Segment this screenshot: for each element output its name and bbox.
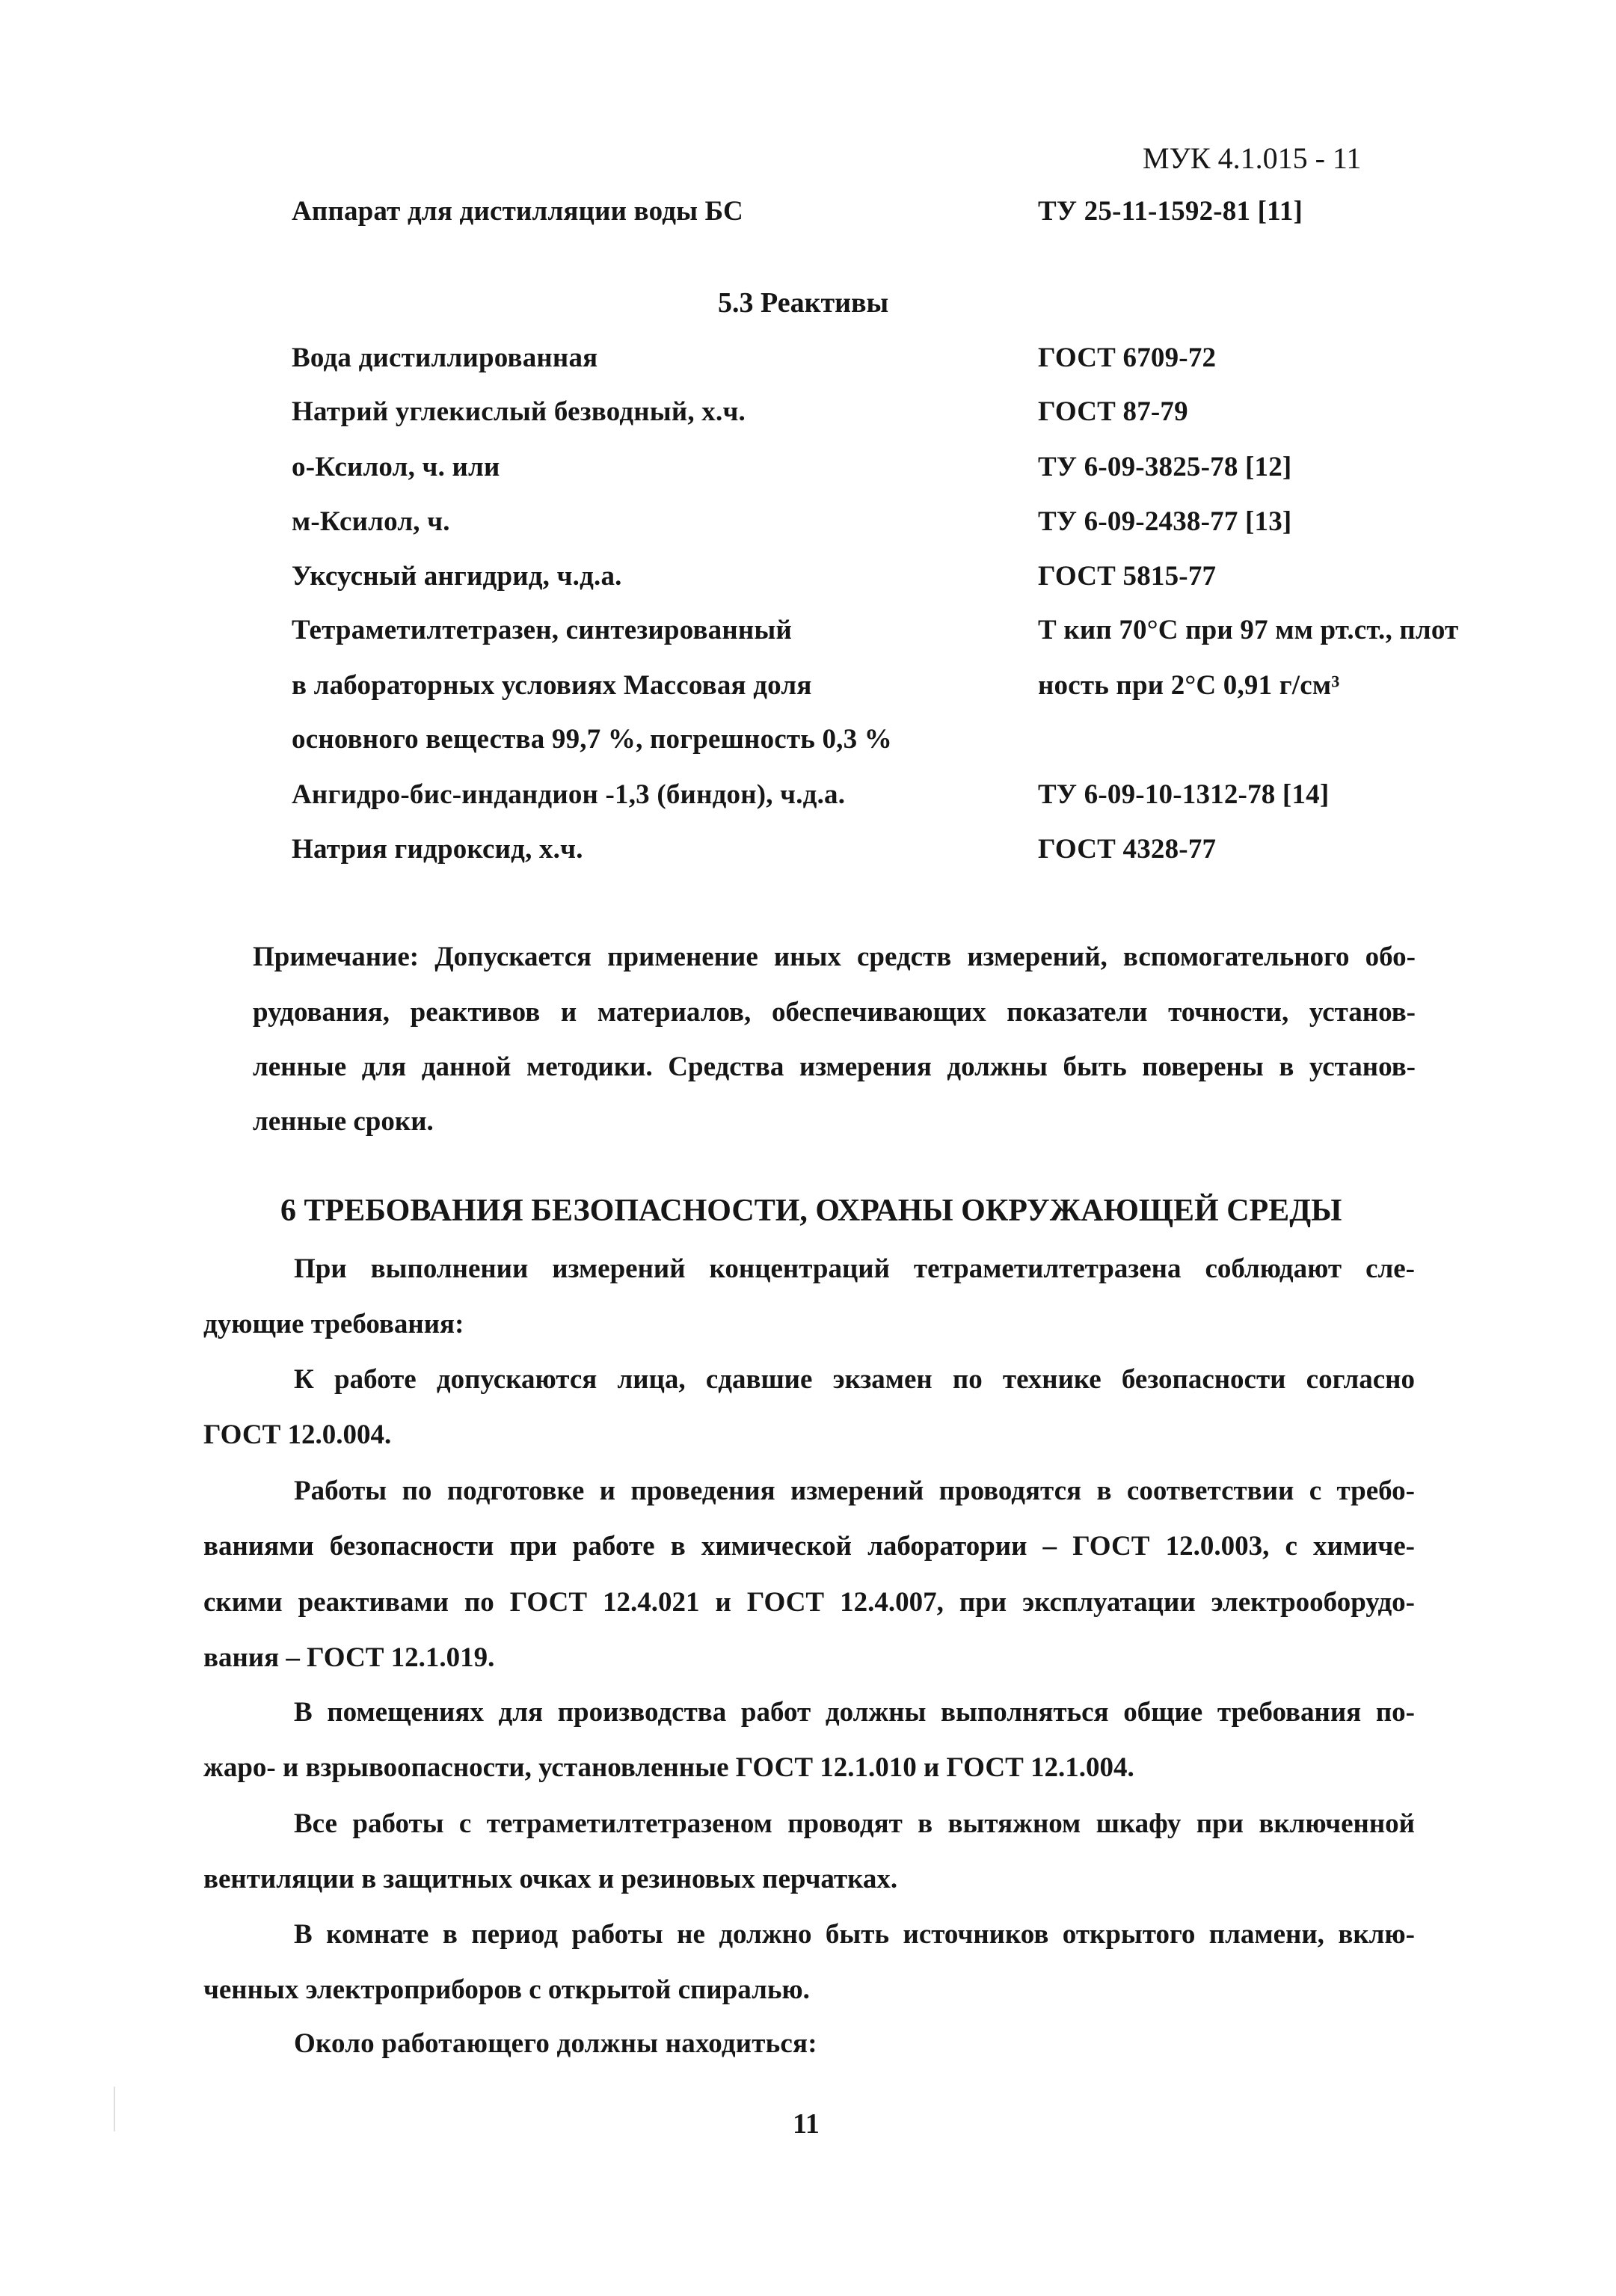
apparatus-standard: ТУ 25-11-1592-81 [11] [1038,196,1303,227]
reagent-standard: ГОСТ 6709-72 [1038,343,1217,373]
paragraph-first-line: Работы по подготовке и проведения измерений проводятся в соответствии с требо- [294,1476,1415,1506]
reagent-standard: ГОСТ 4328-77 [1038,834,1217,865]
paragraph-line: вания – ГОСТ 12.1.019. [203,1642,495,1673]
paragraph-line: ГОСТ 12.0.004. [203,1419,392,1450]
reagent-name: Вода дистиллированная [292,343,598,373]
page-number: 11 [793,2108,820,2140]
reagent-standard: ТУ 6-09-10-1312-78 [14] [1038,779,1330,810]
reagents-section-title: 5.3 Реактивы [718,287,889,319]
section-6-title: 6 ТРЕБОВАНИЯ БЕЗОПАСНОСТИ, ОХРАНЫ ОКРУЖАЮЩЕЙ СРЕДЫ [280,1194,1342,1228]
document-code: МУК 4.1.015 - 11 [1143,141,1362,175]
paragraph-first-line: В комнате в период работы не должно быть источников открытого пламени, вклю- [294,1919,1415,1950]
paragraph-first-line: При выполнении измерений концентраций тетраметилтетразена соблюдают сле- [294,1253,1415,1284]
reagent-name: Ангидро-бис-индандион -1,3 (биндон), ч.д.а. [292,779,846,810]
reagent-standard: ГОСТ 87-79 [1038,396,1188,427]
note-line: Примечание: Допускается применение иных средств измерений, вспомогательного обо- [253,942,1416,972]
scan-artifact [114,2087,115,2131]
reagent-name: Уксусный ангидрид, ч.д.а. [292,561,622,592]
reagent-name: о-Ксилол, ч. или [292,452,500,482]
note-line: рудования, реактивов и материалов, обеспечивающих показатели точности, установ- [253,997,1416,1028]
reagent-name: в лабораторных условиях Массовая доля [292,670,812,701]
reagent-standard: ТУ 6-09-3825-78 [12] [1038,452,1292,482]
paragraph-line: вентиляции в защитных очках и резиновых перчатках. [203,1864,898,1894]
reagent-standard: ГОСТ 5815-77 [1038,561,1217,592]
reagent-name: Натрия гидроксид, х.ч. [292,834,583,865]
paragraph-line: скими реактивами по ГОСТ 12.4.021 и ГОСТ 12.4.007, при эксплуатации электрооборудо- [203,1587,1415,1618]
paragraph-line: ваниями безопасности при работе в химической лаборатории – ГОСТ 12.0.003, с химиче- [203,1531,1415,1562]
paragraph-first-line: Все работы с тетраметилтетразеном проводят в вытяжном шкафу при включенной [294,1808,1415,1839]
reagent-name: Натрий углекислый безводный, х.ч. [292,396,746,427]
paragraph-first-line: К работе допускаются лица, сдавшие экзамен по технике безопасности согласно [294,1364,1415,1395]
paragraph-first-line: Около работающего должны находиться: [294,2028,817,2059]
paragraph-line: дующие требования: [203,1309,464,1339]
reagent-name: Тетраметилтетразен, синтезированный [292,615,793,645]
paragraph-line: жаро- и взрывоопасности, установленные ГОСТ 12.1.010 и ГОСТ 12.1.004. [203,1752,1134,1783]
note-line: ленные сроки. [253,1106,434,1137]
reagent-name: м-Ксилол, ч. [292,506,450,537]
reagent-standard: Т кип 70°С при 97 мм рт.ст., плот [1038,615,1459,645]
paragraph-line: ченных электроприборов с открытой спиралью. [203,1974,810,2005]
reagent-standard: ТУ 6-09-2438-77 [13] [1038,506,1292,537]
paragraph-first-line: В помещениях для производства работ должны выполняться общие требования по- [294,1697,1415,1728]
note-line: ленные для данной методики. Средства измерения должны быть поверены в установ- [253,1052,1416,1082]
reagent-name: основного вещества 99,7 %, погрешность 0,3 % [292,724,892,755]
reagent-standard: ность при 2°С 0,91 г/см³ [1038,670,1340,701]
apparatus-name: Аппарат для дистилляции воды БС [292,196,743,227]
